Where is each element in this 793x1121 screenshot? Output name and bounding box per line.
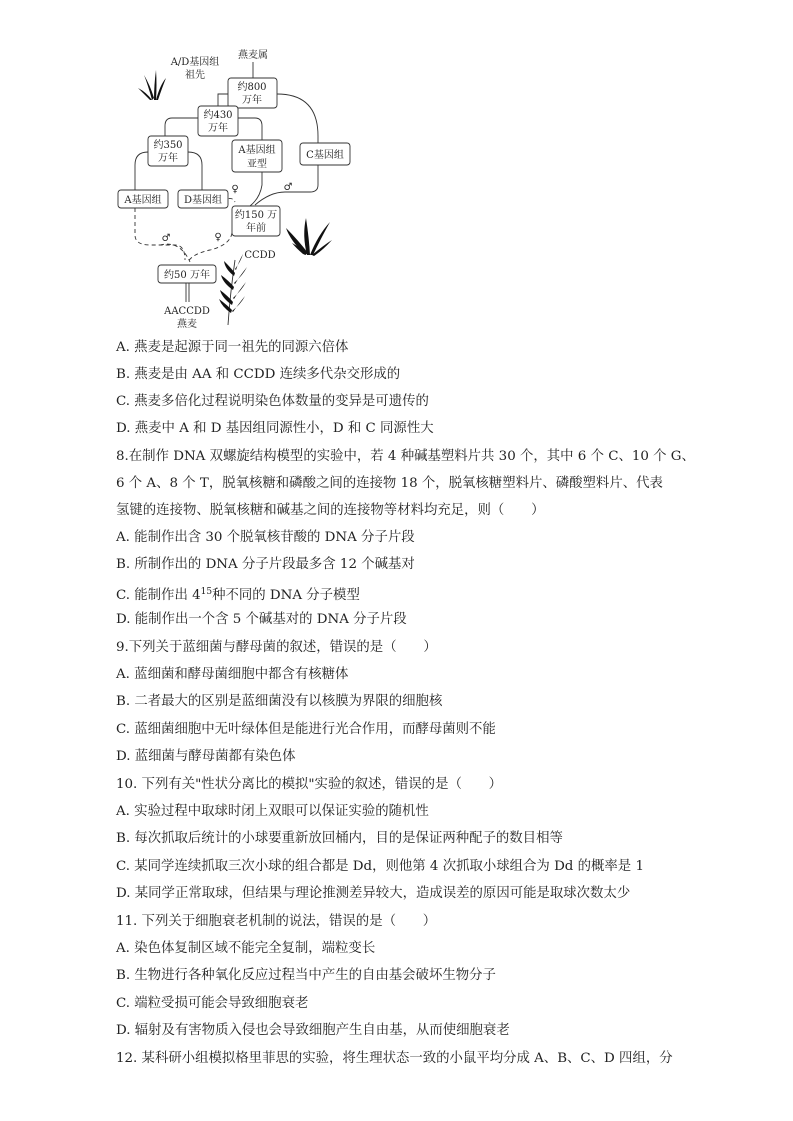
q10-option-d: D. 某同学正常取球，但结果与理论推测差异较大，造成误差的原因可能是取球次数太少 xyxy=(116,886,631,901)
dashed-cross xyxy=(160,244,190,262)
q7-option-c: C. 燕麦多倍化过程说明染色体数量的变异是可遗传的 xyxy=(116,394,429,409)
line-430-350 xyxy=(165,118,198,136)
node-800-line2: 万年 xyxy=(242,95,262,106)
q12-stem: 12. 某科研小组模拟格里菲思的实验，将生理状态一致的小鼠平均分成 A、B、C、D 四组，分 xyxy=(116,1051,673,1066)
a-genome-label: A基因组 xyxy=(124,195,162,206)
node-350-line2: 万年 xyxy=(158,153,178,164)
male-symbol-2: ♂ xyxy=(161,233,171,244)
node-50-label: 约50 万年 xyxy=(164,270,210,281)
node-150-line2: 年前 xyxy=(246,223,266,234)
q10-option-b: B. 每次抓取后统计的小球要重新放回桶内，目的是保证两种配子的数目相等 xyxy=(116,831,563,846)
female-symbol-2: ♀ xyxy=(214,232,222,243)
q7-option-d: D. 燕麦中 A 和 D 基因组同源性小，D 和 C 同源性大 xyxy=(116,421,434,436)
grass-small-icon xyxy=(138,70,166,100)
q8-stem-line1: 8.在制作 DNA 双螺旋结构模型的实验中，若 4 种碱基塑料片共 30 个，其中 6 个 C、10 个 G、 xyxy=(116,449,695,464)
q11-option-c: C. 端粒受损可能会导致细胞衰老 xyxy=(116,996,309,1011)
q10-option-c: C. 某同学连续抓取三次小球的组合都是 Dd，则他第 4 次抓取小球组合为 Dd 的概率是 1 xyxy=(116,859,644,874)
genus-label: 燕麦属 xyxy=(238,50,268,61)
oat-label: 燕麦 xyxy=(177,319,197,330)
q11-option-a: A. 染色体复制区域不能完全复制，端粒变长 xyxy=(116,941,376,956)
line-350-d xyxy=(188,152,202,190)
male-symbol-1: ♂ xyxy=(283,182,293,193)
node-430-line2: 万年 xyxy=(208,123,228,134)
q8-exponent: 15 xyxy=(200,587,213,597)
oat-spike-icon xyxy=(219,254,247,325)
node-800-line1: 约800 xyxy=(237,82,267,93)
subtype-line1: A基因组 xyxy=(238,145,276,156)
grass-plant-icon xyxy=(286,218,332,256)
q7-option-a: A. 燕麦是起源于同一祖先的同源六倍体 xyxy=(116,340,349,355)
q8-option-b: B. 所制作出的 DNA 分子片段最多含 12 个碱基对 xyxy=(116,557,415,572)
q8-option-c: C. 能制作出 $4^{15}$种不同的 DNA 分子模型 xyxy=(116,587,360,603)
line-350-a xyxy=(135,152,148,190)
line-800-430 xyxy=(218,94,228,106)
q10-option-a: A. 实验过程中取球时闭上双眼可以保证实验的随机性 xyxy=(116,804,429,819)
female-symbol-1: ♀ xyxy=(231,184,239,195)
q9-stem: 9.下列关于蓝细菌与酵母菌的叙述，错误的是（ ） xyxy=(116,640,437,655)
q8-option-d: D. 能制作出一个含 5 个碱基对的 DNA 分子片段 xyxy=(116,612,407,627)
subtype-line2: 亚型 xyxy=(247,159,267,170)
q8-option-a: A. 能制作出含 30 个脱氧核苷酸的 DNA 分子片段 xyxy=(116,530,415,545)
dashed-a-50 xyxy=(135,208,185,260)
c-genome-label: C基因组 xyxy=(306,150,344,161)
q11-option-b: B. 生物进行各种氧化反应过程当中产生的自由基会破坏生物分子 xyxy=(116,968,496,983)
q11-stem: 11. 下列关于细胞衰老机制的说法，错误的是（ ） xyxy=(116,914,437,929)
ad-ancestor-label-1: A/D基因组 xyxy=(170,57,220,68)
q10-stem: 10. 下列有关"性状分离比的模拟"实验的叙述，错误的是（ ） xyxy=(116,777,503,792)
q7-option-b: B. 燕麦是由 AA 和 CCDD 连续多代杂交形成的 xyxy=(116,367,401,382)
aaccdd-label: AACCDD xyxy=(164,306,210,317)
ccdd-label: CCDD xyxy=(244,250,276,261)
q9-option-d: D. 蓝细菌与酵母菌都有染色体 xyxy=(116,749,296,764)
node-350-line1: 约350 xyxy=(153,140,183,151)
q8-stem-line3: 氢键的连接物、脱氧核糖和碱基之间的连接物等材料均充足，则（ ） xyxy=(116,503,545,518)
ad-ancestor-label-2: 祖先 xyxy=(185,70,205,81)
node-150-line1: 约150 万 xyxy=(234,210,278,221)
q8-stem-line2: 6 个 A、8 个 T，脱氧核糖和磷酸之间的连接物 18 个，脱氧核糖塑料片、磷酸塑料片、代表 xyxy=(116,476,663,491)
oat-evolution-diagram xyxy=(110,40,400,335)
d-genome-label: D基因组 xyxy=(183,195,223,206)
q9-option-c: C. 蓝细菌细胞中无叶绿体但是能进行光合作用，而酵母菌则不能 xyxy=(116,722,496,737)
q9-option-a: A. 蓝细菌和酵母菌细胞中都含有核糖体 xyxy=(116,667,349,682)
q11-option-d: D. 辐射及有害物质入侵也会导致细胞产生自由基，从而使细胞衰老 xyxy=(116,1023,510,1038)
dashed-150-50 xyxy=(188,233,232,262)
line-430-subtype xyxy=(238,118,262,140)
node-430-line1: 约430 xyxy=(203,110,233,121)
q9-option-b: B. 二者最大的区别是蓝细菌没有以核膜为界限的细胞核 xyxy=(116,694,443,709)
